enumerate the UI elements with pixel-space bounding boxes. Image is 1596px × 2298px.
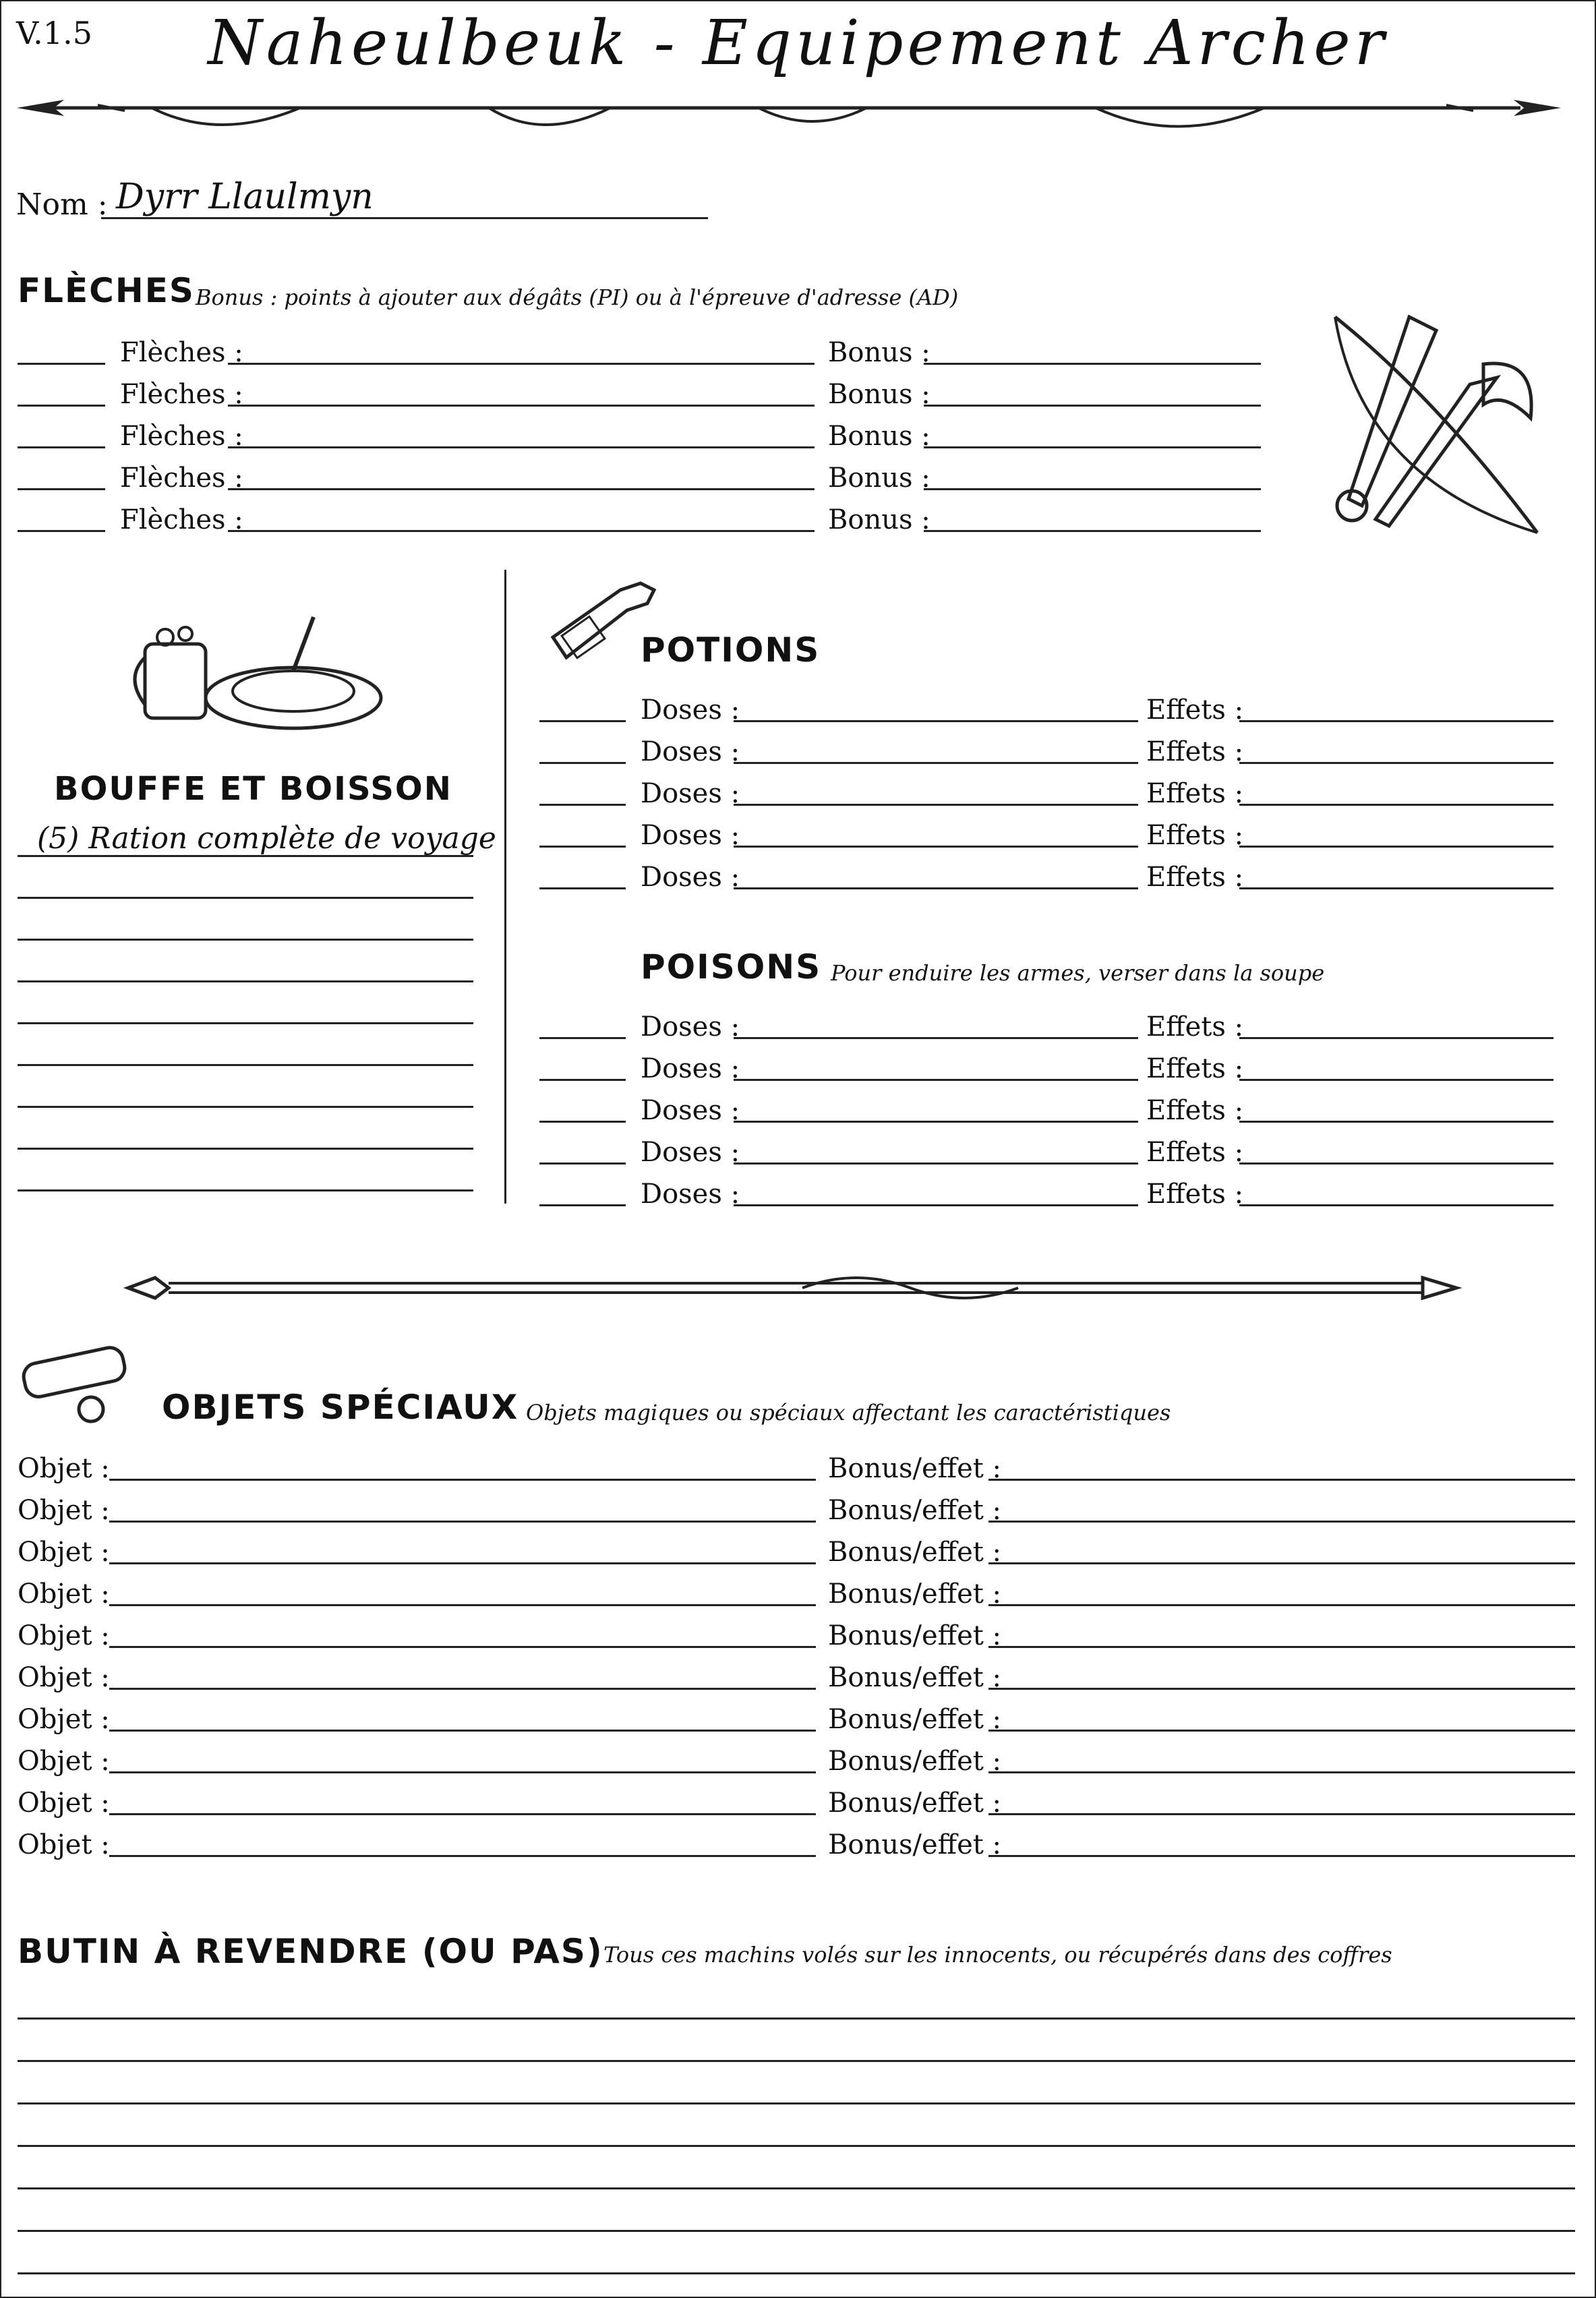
potion-name-field[interactable] — [734, 804, 1138, 806]
food-line[interactable] — [18, 939, 473, 941]
arrow-bonus-field[interactable] — [924, 363, 1261, 365]
potion-effects-label: Effets : — [1146, 820, 1244, 851]
special-object-field[interactable] — [109, 1562, 816, 1564]
special-bonus-label: Bonus/effet : — [828, 1662, 1002, 1693]
arrows-subtitle: Bonus : points à ajouter aux dégâts (PI) ou à l'épreuve d'adresse (AD) — [196, 285, 959, 310]
arrows-bonus-label: Bonus : — [828, 421, 930, 452]
poison-name-field[interactable] — [734, 1079, 1138, 1081]
special-bonus-field[interactable] — [988, 1604, 1575, 1606]
poison-name-field[interactable] — [734, 1162, 1138, 1165]
potion-effects-label: Effets : — [1146, 862, 1244, 893]
poison-effects-field[interactable] — [1239, 1121, 1554, 1123]
arrow-type-field[interactable] — [228, 488, 815, 490]
poison-doses-label: Doses : — [641, 1011, 740, 1042]
potion-doses-label: Doses : — [641, 862, 740, 893]
food-line[interactable] — [18, 1022, 473, 1024]
special-bonus-field[interactable] — [988, 1813, 1575, 1815]
poison-effects-label: Effets : — [1146, 1011, 1244, 1042]
potion-doses-label: Doses : — [641, 736, 740, 767]
special-subtitle: Objets magiques ou spéciaux affectant les caractéristiques — [526, 1400, 1171, 1425]
potion-name-field[interactable] — [734, 720, 1138, 722]
potion-effects-label: Effets : — [1146, 695, 1244, 726]
food-entry-1[interactable]: (5) Ration complète de voyage — [37, 821, 496, 856]
poison-count-field[interactable] — [539, 1162, 626, 1165]
arrow-type-field[interactable] — [228, 405, 815, 407]
special-bonus-field[interactable] — [988, 1688, 1575, 1690]
special-bonus-field[interactable] — [988, 1521, 1575, 1523]
arrow-count-field[interactable] — [18, 405, 105, 407]
potion-count-field[interactable] — [539, 762, 626, 764]
potion-effects-label: Effets : — [1146, 778, 1244, 809]
arrow-count-field[interactable] — [18, 446, 105, 448]
special-object-field[interactable] — [109, 1855, 816, 1857]
food-line[interactable] — [18, 980, 473, 982]
special-bonus-label: Bonus/effet : — [828, 1704, 1002, 1735]
poison-effects-label: Effets : — [1146, 1095, 1244, 1126]
arrows-bonus-label: Bonus : — [828, 379, 930, 410]
arrow-bonus-field[interactable] — [924, 530, 1261, 532]
poisons-subtitle: Pour enduire les armes, verser dans la soupe — [831, 960, 1325, 986]
special-object-field[interactable] — [109, 1604, 816, 1606]
staff-divider-icon — [128, 1264, 1477, 1312]
food-line[interactable] — [18, 1064, 473, 1066]
arrow-bonus-field[interactable] — [924, 405, 1261, 407]
special-bonus-label: Bonus/effet : — [828, 1453, 1002, 1484]
arrow-type-field[interactable] — [228, 446, 815, 448]
special-bonus-field[interactable] — [988, 1771, 1575, 1773]
food-and-drink-icon — [138, 603, 381, 738]
poison-effects-field[interactable] — [1239, 1162, 1554, 1165]
poison-name-field[interactable] — [734, 1037, 1138, 1039]
name-value[interactable]: Dyrr Llaulmyn — [116, 177, 374, 217]
potion-effects-field[interactable] — [1239, 804, 1554, 806]
poison-doses-label: Doses : — [641, 1137, 740, 1168]
special-object-field[interactable] — [109, 1813, 816, 1815]
potion-doses-label: Doses : — [641, 820, 740, 851]
poison-effects-label: Effets : — [1146, 1179, 1244, 1210]
poison-doses-label: Doses : — [641, 1053, 740, 1084]
special-object-label: Objet : — [18, 1620, 110, 1651]
potion-count-field[interactable] — [539, 846, 626, 848]
poison-count-field[interactable] — [539, 1037, 626, 1039]
poison-effects-label: Effets : — [1146, 1137, 1244, 1168]
special-bonus-field[interactable] — [988, 1562, 1575, 1564]
special-bonus-field[interactable] — [988, 1855, 1575, 1857]
food-heading: BOUFFE ET BOISSON — [54, 770, 452, 808]
special-bonus-label: Bonus/effet : — [828, 1537, 1002, 1568]
potions-heading: POTIONS — [641, 630, 821, 670]
poison-count-field[interactable] — [539, 1204, 626, 1206]
poison-doses-label: Doses : — [641, 1179, 740, 1210]
name-label: Nom : — [16, 187, 108, 222]
loot-line[interactable] — [18, 2145, 1575, 2147]
special-object-field[interactable] — [109, 1521, 816, 1523]
special-bonus-field[interactable] — [988, 1730, 1575, 1732]
food-line[interactable] — [18, 897, 473, 899]
special-bonus-label: Bonus/effet : — [828, 1495, 1002, 1526]
arrow-type-field[interactable] — [228, 363, 815, 365]
arrows-heading: FLÈCHES — [18, 271, 195, 310]
potion-effects-field[interactable] — [1239, 720, 1554, 722]
special-bonus-label: Bonus/effet : — [828, 1746, 1002, 1777]
special-object-field[interactable] — [109, 1688, 816, 1690]
column-divider — [504, 570, 506, 1204]
loot-line[interactable] — [18, 2017, 1575, 2020]
special-bonus-label: Bonus/effet : — [828, 1620, 1002, 1651]
potion-name-field[interactable] — [734, 762, 1138, 764]
special-bonus-label: Bonus/effet : — [828, 1829, 1002, 1860]
food-line[interactable] — [18, 1148, 473, 1150]
special-object-field[interactable] — [109, 1771, 816, 1773]
potion-effects-label: Effets : — [1146, 736, 1244, 767]
arrow-bonus-field[interactable] — [924, 488, 1261, 490]
special-object-label: Objet : — [18, 1495, 110, 1526]
food-line[interactable] — [18, 1106, 473, 1108]
food-line[interactable] — [18, 1189, 473, 1191]
loot-heading: BUTIN À REVENDRE (OU PAS) — [18, 1932, 603, 1971]
arrows-bonus-label: Bonus : — [828, 337, 930, 368]
potion-effects-field[interactable] — [1239, 846, 1554, 848]
loot-line[interactable] — [18, 2230, 1575, 2232]
special-object-label: Objet : — [18, 1704, 110, 1735]
version-label: V.1.5 — [16, 15, 92, 51]
potion-doses-label: Doses : — [641, 695, 740, 726]
crossed-weapons-icon — [1322, 303, 1551, 546]
loot-subtitle: Tous ces machins volés sur les innocents, ou récupérés dans des coffres — [603, 1942, 1392, 1968]
arrow-count-field[interactable] — [18, 488, 105, 490]
loot-line[interactable] — [18, 2187, 1575, 2189]
special-object-label: Objet : — [18, 1746, 110, 1777]
scroll-and-ring-icon — [17, 1342, 165, 1436]
special-object-label: Objet : — [18, 1537, 110, 1568]
arrow-count-field[interactable] — [18, 363, 105, 365]
loot-line[interactable] — [18, 2272, 1575, 2274]
special-object-field[interactable] — [109, 1646, 816, 1648]
poisons-heading: POISONS — [641, 947, 822, 986]
potion-name-field[interactable] — [734, 846, 1138, 848]
special-object-label: Objet : — [18, 1788, 110, 1819]
name-line — [101, 217, 708, 219]
poison-effects-field[interactable] — [1239, 1079, 1554, 1081]
arrows-row-label: Flèches : — [120, 379, 243, 410]
special-object-label: Objet : — [18, 1662, 110, 1693]
special-heading: OBJETS SPÉCIAUX — [162, 1388, 519, 1427]
special-object-field[interactable] — [109, 1479, 816, 1481]
poison-count-field[interactable] — [539, 1121, 626, 1123]
special-object-label: Objet : — [18, 1579, 110, 1610]
arrow-bonus-field[interactable] — [924, 446, 1261, 448]
loot-line[interactable] — [18, 2060, 1575, 2062]
arrows-bonus-label: Bonus : — [828, 463, 930, 494]
poison-count-field[interactable] — [539, 1079, 626, 1081]
arrows-row-label: Flèches : — [120, 504, 243, 535]
potion-count-field[interactable] — [539, 804, 626, 806]
potion-effects-field[interactable] — [1239, 887, 1554, 889]
special-bonus-label: Bonus/effet : — [828, 1579, 1002, 1610]
page-title: Naheulbeuk - Equipement Archer — [208, 7, 1388, 79]
poison-effects-label: Effets : — [1146, 1053, 1244, 1084]
potion-effects-field[interactable] — [1239, 762, 1554, 764]
arrow-divider-icon — [17, 88, 1568, 142]
special-object-label: Objet : — [18, 1453, 110, 1484]
poison-doses-label: Doses : — [641, 1095, 740, 1126]
special-bonus-label: Bonus/effet : — [828, 1788, 1002, 1819]
special-bonus-field[interactable] — [988, 1479, 1575, 1481]
potion-count-field[interactable] — [539, 720, 626, 722]
loot-line[interactable] — [18, 2102, 1575, 2104]
arrows-bonus-label: Bonus : — [828, 504, 930, 535]
arrows-row-label: Flèches : — [120, 463, 243, 494]
arrow-count-field[interactable] — [18, 530, 105, 532]
arrows-row-label: Flèches : — [120, 337, 243, 368]
poison-effects-field[interactable] — [1239, 1037, 1554, 1039]
poison-name-field[interactable] — [734, 1121, 1138, 1123]
poison-effects-field[interactable] — [1239, 1204, 1554, 1206]
special-bonus-field[interactable] — [988, 1646, 1575, 1648]
potion-doses-label: Doses : — [641, 778, 740, 809]
poison-name-field[interactable] — [734, 1204, 1138, 1206]
potion-count-field[interactable] — [539, 887, 626, 889]
special-object-label: Objet : — [18, 1829, 110, 1860]
food-line[interactable] — [18, 855, 473, 857]
special-object-field[interactable] — [109, 1730, 816, 1732]
potion-name-field[interactable] — [734, 887, 1138, 889]
arrow-type-field[interactable] — [228, 530, 815, 532]
arrows-row-label: Flèches : — [120, 421, 243, 452]
